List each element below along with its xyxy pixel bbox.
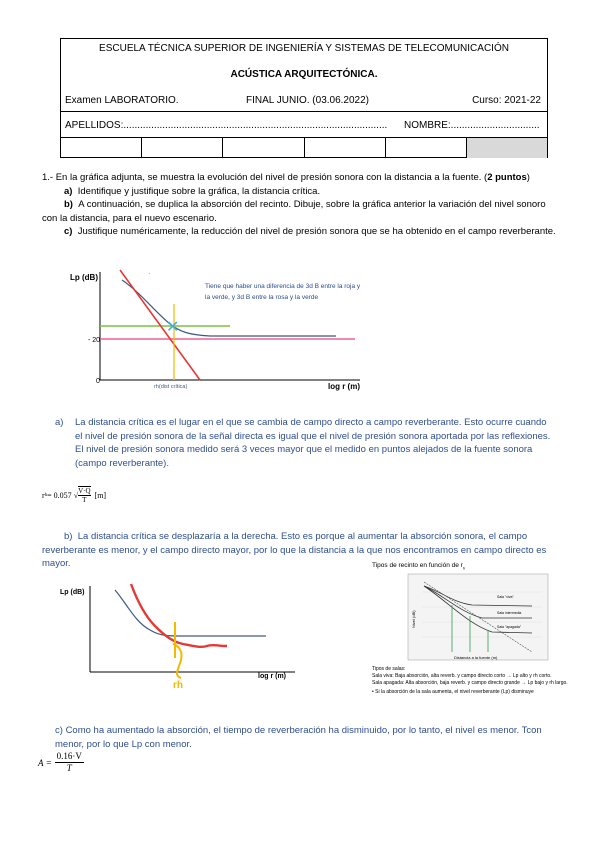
room-types-figure [372, 562, 572, 702]
room-plot-xlabel: Distancia a la fuente (m) [454, 655, 498, 660]
formula-critical-distance: r h = 0.057 √ V·Q T [m] [42, 487, 107, 504]
exam-header [60, 38, 548, 158]
grade-cell [61, 138, 142, 158]
subject-title: ACÚSTICA ARQUITECTÓNICA. [230, 69, 378, 80]
room-types-heading: Tipos de salas: [372, 666, 406, 672]
dead-room-label: Sala "apagada" [497, 625, 522, 629]
new-absorption-curve [131, 584, 227, 647]
room-plot-ylabel: Nivel (dB) [411, 610, 416, 628]
medium-room-label: Sala intermedia [497, 611, 522, 615]
graph1-dot: · [148, 269, 151, 278]
grade-cells [61, 137, 547, 158]
graph1-rh-label: rh(dist crítica) [154, 384, 188, 390]
graph1-tick-20: - 20 [88, 337, 101, 344]
answer-b-label: b) [64, 531, 73, 542]
question-statement [42, 171, 560, 239]
formula-absorption: A = $\frac{0.16\cdot V}{T}$ [38, 751, 82, 773]
name-field[interactable]: NOMBRE:................................ [404, 120, 540, 131]
room-types-plot [372, 572, 572, 664]
live-room-desc: Sala viva: Baja absorción, alta reverb. y campo directo corto → Lp alto y rh corto. [372, 673, 552, 679]
room-fig-title: Tipos de recinto en función de $r_h$ [372, 562, 466, 571]
new-critical-distance-mark [173, 622, 181, 678]
live-room-label: Sala "viva" [497, 595, 514, 599]
answer-a-text: La distancia crítica es el lugar en el que se cambia de campo directo a campo reverberante. Esto ocurre cuando el nivel de presión sonora de la señal directa es igual que el nivel de presión sonora aportada por las reflexiones. El nivel de presión sonora medido será 3 veces mayor que el medido en puntos alejados de la fuente sonora (campo reverberante). [75, 417, 551, 469]
question-intro: 1.- En la gráfica adjunta, se muestra la evolución del nivel de presión sonora con la distancia a la fuente. (2 puntos) [42, 172, 530, 183]
question-b: b) A continuación, se duplica la absorción del recinto. Dibuje, sobre la gráfica anterior la variación del nivel sonoro con la distancia, para el nuevo escenario. [42, 199, 546, 224]
exam-session: FINAL JUNIO. (03.06.2022) [246, 95, 370, 106]
graph2-rh-label: rh [173, 680, 183, 691]
course-year: Curso: 2021-22 [472, 95, 541, 106]
graph2-xlabel: log r (m) [258, 673, 286, 680]
exam-type: Examen LABORATORIO. [65, 95, 179, 106]
grade-cell [467, 138, 547, 158]
answer-a [55, 416, 555, 470]
graph1-ylabel: Lp (dB) [70, 273, 98, 282]
answer-c-label: c) [55, 725, 63, 736]
intersection-mark: ✕ [166, 319, 180, 336]
graph1-xlabel: log r (m) [328, 382, 360, 391]
answer-c [55, 724, 555, 751]
grade-cell [386, 138, 467, 158]
graph-doubled-absorption [55, 576, 300, 696]
question-a: a) Identifique y justifique sobre la gráfica, la distancia crítica. [64, 185, 321, 197]
direct-field-line [120, 270, 200, 380]
grade-cell [305, 138, 386, 158]
grade-cell [223, 138, 304, 158]
dead-room-desc: Sala apagada: Alta absorción, baja reverb. y campo directo grande → Lp bajo y rh largo. [372, 680, 568, 686]
school-name: ESCUELA TÉCNICA SUPERIOR DE INGENIERÍA Y SISTEMAS DE TELECOMUNICACIÓN [99, 43, 509, 54]
answer-a-label: a) [55, 417, 64, 428]
graph2-ylabel: Lp (dB) [60, 589, 85, 596]
graph1-tick-0: 0 [96, 378, 100, 385]
graph1-note: Tiene que haber una diferencia de 3d B entre la roja y la verde, y 3d B entre la rosa y la verde [205, 283, 361, 301]
surname-field[interactable]: APELLIDOS:............................................................................................... [65, 120, 388, 131]
header-divider [61, 111, 547, 112]
question-c: c) Justifique numéricamente, la reducción del nivel de presión sonora que se ha obtenido en el campo reverberante. [64, 226, 556, 237]
grade-cell [142, 138, 223, 158]
original-curve [115, 590, 266, 636]
answer-b-text: La distancia crítica se desplazaría a la derecha. Esto es porque al aumentar la absorción sonora, el campo reverberante es menor, y el campo directo mayor, por lo que la distancia a la que nos encontramos en campo directo es mayor. [42, 531, 547, 569]
room-note: • Si la absorción de la sala aumenta, el nivel reverberante (Lp) disminuye [372, 689, 534, 695]
answer-c-text: Como ha aumentado la absorción, el tiempo de reverberación ha disminuido, por lo tanto, el nivel es menor. Tcon menor, por lo que Lp con menor. [55, 725, 542, 750]
room-types-legend [372, 666, 572, 696]
